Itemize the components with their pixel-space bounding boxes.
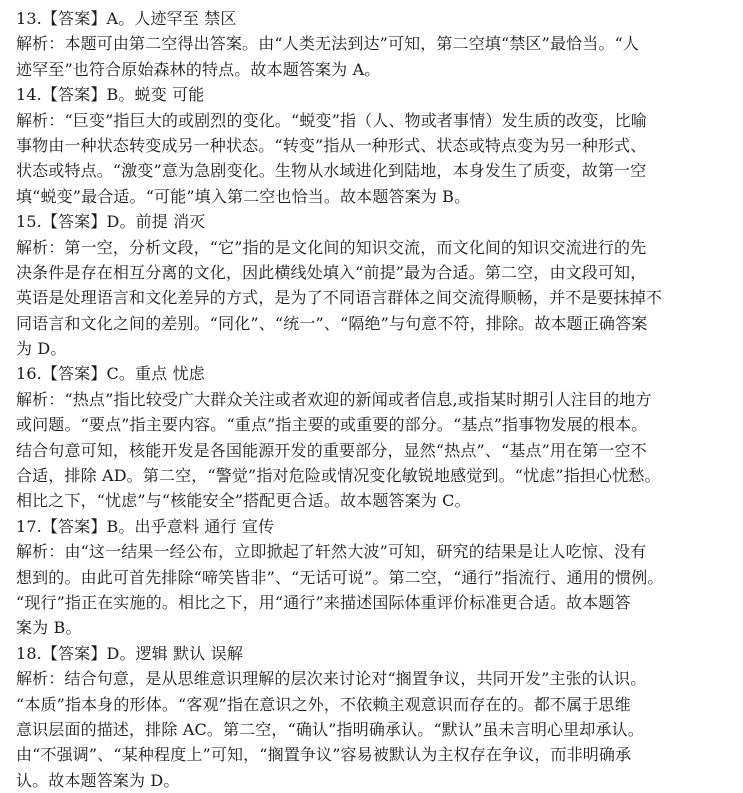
answer-explanations	[16, 6, 734, 793]
explanation-line: 想到的。由此可首先排除“啼笑皆非”、“无话可说”。第二空，“通行”指流行、通用的惯例。	[16, 567, 664, 587]
explanation-line: 同语言和文化之间的差别。“同化”、“统一”、“隔绝”与句意不符，排除。故本题正确答案	[16, 313, 648, 333]
explanation-line: 解析：由“这一结果一经公布，立即掀起了轩然大波”可知，研究的结果是让人吃惊、没有	[16, 542, 647, 562]
question-14	[16, 82, 734, 209]
explanation-line: 由“不强调”、“某种程度上”可知，“搁置争议”容易被默认为主权存在争议，而非明确承	[16, 745, 632, 765]
explanation-line: 解析：“巨变”指巨大的或剧烈的变化。“蜕变”指（人、物或者事情）发生质的改变，比喻	[16, 110, 647, 130]
explanation-line: 结合句意可知，核能开发是各国能源开发的重要部分，显然“热点”、“基点”用在第一空不	[16, 440, 647, 460]
explanation-line: 解析：第一空，分析文段，“它”指的是文化间的知识交流，而文化间的知识交流进行的先	[16, 237, 647, 257]
explanation-line: 状态或特点。“激变”意为急剧变化。生物从水域进化到陆地，本身发生了质变，故第一空	[16, 161, 647, 181]
explanation-line: “本质”指本身的形体。“客观”指在意识之外，不依赖主观意识而存在的。都不属于思维	[16, 694, 631, 714]
explanation-line: 解析：“热点”指比较受广大群众关注或者欢迎的新闻或者信息,或指某时期引人注目的地方	[16, 389, 652, 409]
explanation-line: 决条件是存在相互分离的文化，因此横线处填入“前提”最为合适。第二空，由文段可知，	[16, 262, 647, 282]
explanation-line: 案为 B。	[16, 618, 82, 638]
explanation-line: 事物由一种状态转变成另一种状态。“转变”指从一种形式、状态或特点变为另一种形式、	[16, 135, 647, 155]
question-15	[16, 209, 734, 361]
question-13	[16, 6, 734, 82]
explanation-line: 合适，排除 AD。第二空，“警觉”指对危险或情况变化敏锐地感觉到。“忧虑”指担心忧愁。	[16, 466, 661, 486]
explanation-line: 为 D。	[16, 339, 67, 359]
explanation-line: 填“蜕变”最合适。“可能”填入第二空也恰当。故本题答案为 B。	[16, 186, 471, 206]
explanation-line: 迹罕至”也符合原始森林的特点。故本题答案为 A。	[16, 59, 381, 79]
question-17	[16, 514, 734, 641]
answer-heading: 16.【答案】C。重点 忧虑	[16, 364, 205, 384]
answer-heading: 14.【答案】B。蜕变 可能	[16, 85, 205, 105]
explanation-line: 或问题。“要点”指主要内容。“重点”指主要的或重要的部分。“基点”指事物发展的根本。	[16, 415, 648, 435]
answer-heading: 18.【答案】D。逻辑 默认 误解	[16, 643, 243, 663]
answer-heading: 13.【答案】A。人迹罕至 禁区	[16, 9, 237, 28]
explanation-line: 意识层面的描述，排除 AC。第二空，“确认”指明确承认。“默认”虽未言明心里却承认。	[16, 719, 644, 739]
answer-heading: 15.【答案】D。前提 消灭	[16, 212, 206, 232]
answer-heading: 17.【答案】B。出乎意料 通行 宣传	[16, 516, 275, 536]
explanation-line: 解析：本题可由第二空得出答案。由“人类无法到达”可知，第二空填“禁区”最恰当。“人	[16, 34, 640, 54]
explanation-line: 英语是处理语言和文化差异的方式，是为了不同语言群体之间交流得顺畅，并不是要抹掉不	[16, 288, 663, 308]
explanation-line: “现行”指正在实施的。相比之下，用“通行”来描述国际体重评价标准更合适。故本题答	[16, 592, 631, 612]
question-18	[16, 641, 734, 793]
explanation-line: 解析：结合句意，是从思维意识理解的层次来讨论对“搁置争议，共同开发”主张的认识。	[16, 669, 647, 689]
explanation-line: 认。故本题答案为 D。	[16, 770, 180, 790]
explanation-line: 相比之下，“忧虑”与“核能安全”搭配更合适。故本题答案为 C。	[16, 491, 471, 511]
question-16	[16, 361, 734, 513]
